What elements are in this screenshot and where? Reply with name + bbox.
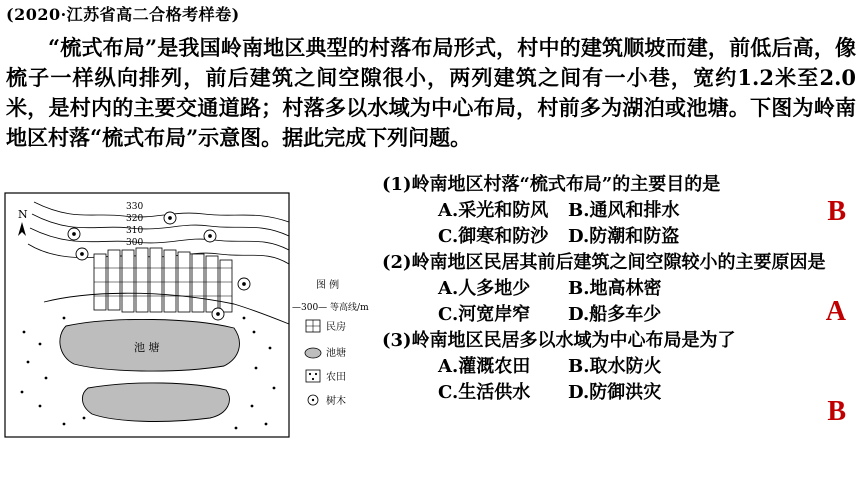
answer-2: A [825,296,846,327]
contour-label-320: 320 [126,214,144,224]
legend-farmland: 农田 [326,372,346,383]
legend-contour: —300— 等高线/m [292,303,369,313]
question-3-stem: (3)岭南地区民居多以水域为中心布局是为了 [382,330,736,351]
question-1-stem: (1)岭南地区村落“梳式布局”的主要目的是 [382,174,721,195]
pond-label: 池 塘 [134,341,160,354]
village-layout-map [4,192,382,440]
legend-pond: 池塘 [326,348,346,359]
option-1a: A.采光和防风 [438,200,549,221]
question-2 [382,250,852,328]
intro-paragraph [6,33,856,153]
option-3a: A.灌溉农田 [438,356,531,377]
option-3c: C.生活供水 [438,382,531,403]
contour-label-310: 310 [126,226,144,236]
pond-lower [82,383,229,422]
option-3b: B.取水防火 [568,356,662,377]
option-2a: A.人多地少 [438,278,531,299]
option-3d: D.防御洪灾 [568,382,662,403]
option-2c: C.河宽岸窄 [438,304,531,325]
intro-text: “梳式布局”是我国岭南地区典型的村落布局形式，村中的建筑顺坡而建，前低后高，像梳子一样纵向排列，前后建筑之间空隙很小，两列建筑之间有一小巷，宽约1.2米至2.0米，是村内的主要交通道路；村落多以水域为中心布局，村前多为湖泊或池塘。下图为岭南地区村落“梳式布局”示意图。据此完成下列问题。 [6,35,856,150]
legend-pond-icon [305,348,321,358]
source-label: (2020·江苏省高二合格考样卷) [6,5,240,24]
question-3-options [382,354,852,380]
answer-1: B [827,196,846,227]
question-1-options [382,198,852,224]
contour-label-330: 330 [126,202,144,212]
legend-house: 民房 [326,322,346,333]
option-1c: C.御寒和防沙 [438,226,549,247]
question-3 [382,328,852,406]
legend-title: 图 例 [316,280,340,291]
question-1 [382,172,852,250]
question-2-stem: (2)岭南地区民居其前后建筑之间空隙较小的主要原因是 [382,252,826,273]
legend [292,278,369,407]
contour-label-300: 300 [126,238,144,248]
option-1b: B.通风和排水 [568,200,680,221]
legend-farmland-icon [306,370,320,382]
north-label: N [18,208,28,221]
option-2b: B.地高林密 [568,278,662,299]
question-list [382,172,852,406]
answer-3: B [827,396,846,427]
question-2-options [382,276,852,302]
option-1d: D.防潮和防盗 [568,226,680,247]
legend-tree: 树木 [326,396,346,407]
option-2d: D.船多车少 [568,304,662,325]
